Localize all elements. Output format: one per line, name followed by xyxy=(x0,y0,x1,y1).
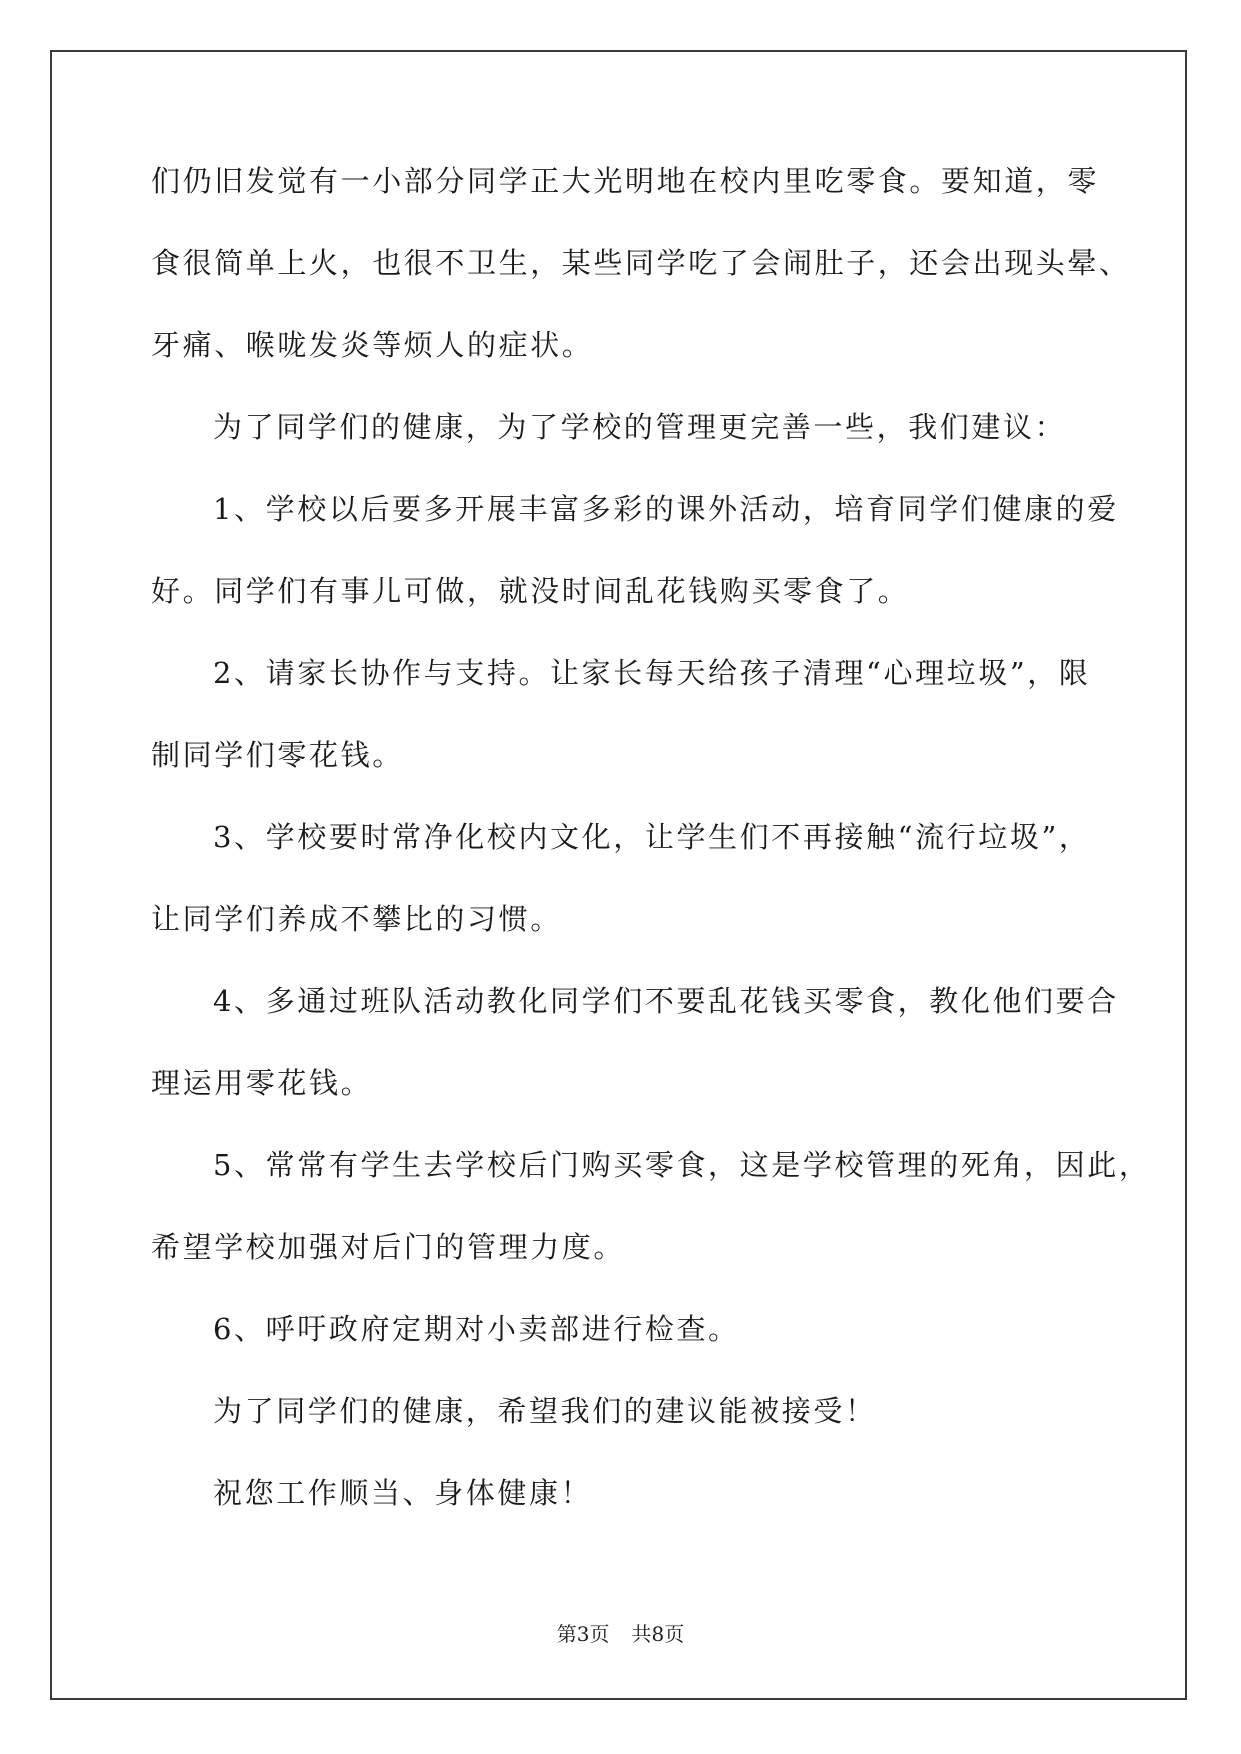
text-line: 理运用零花钱。 xyxy=(151,1066,373,1100)
list-item-6: 6、呼吁政府定期对小卖部进行检查。 xyxy=(213,1312,740,1346)
list-item-2: 2、请家长协作与支持。让家长每天给孩子清理“心理垃圾”，限 xyxy=(213,656,1091,690)
list-item-5: 5、常常有学生去学校后门购买零食，这是学校管理的死角，因此， xyxy=(213,1148,1151,1182)
text-line: 们仍旧发觉有一小部分同学正大光明地在校内里吃零食。要知道，零 xyxy=(151,164,1100,198)
text-line: 让同学们养成不攀比的习惯。 xyxy=(151,902,562,936)
text-line: 希望学校加强对后门的管理力度。 xyxy=(151,1230,626,1264)
closing-wish: 祝您工作顺当、身体健康！ xyxy=(213,1476,593,1510)
page-number: 第3页 xyxy=(556,1622,610,1646)
text-line: 牙痛、喉咙发炎等烦人的症状。 xyxy=(151,328,594,362)
list-item-1: 1、学校以后要多开展丰富多彩的课外活动，培育同学们健康的爱 xyxy=(213,492,1119,526)
list-item-4: 4、多通过班队活动教化同学们不要乱花钱买零食，教化他们要合 xyxy=(213,984,1119,1018)
text-line: 好。同学们有事儿可做，就没时间乱花钱购买零食了。 xyxy=(151,574,910,608)
page-footer xyxy=(0,1622,1241,1646)
closing-line: 为了同学们的健康，希望我们的建议能被接受！ xyxy=(213,1394,877,1428)
paragraph-line: 为了同学们的健康，为了学校的管理更完善一些，我们建议： xyxy=(213,410,1067,444)
page-border xyxy=(50,50,1187,1700)
text-line: 制同学们零花钱。 xyxy=(151,738,404,772)
list-item-3: 3、学校要时常净化校内文化，让学生们不再接触“流行垃圾”， xyxy=(213,820,1091,854)
text-line: 食很简单上火，也很不卫生，某些同学吃了会闹肚子，还会出现头晕、 xyxy=(151,246,1131,280)
page-total: 共8页 xyxy=(631,1622,685,1646)
